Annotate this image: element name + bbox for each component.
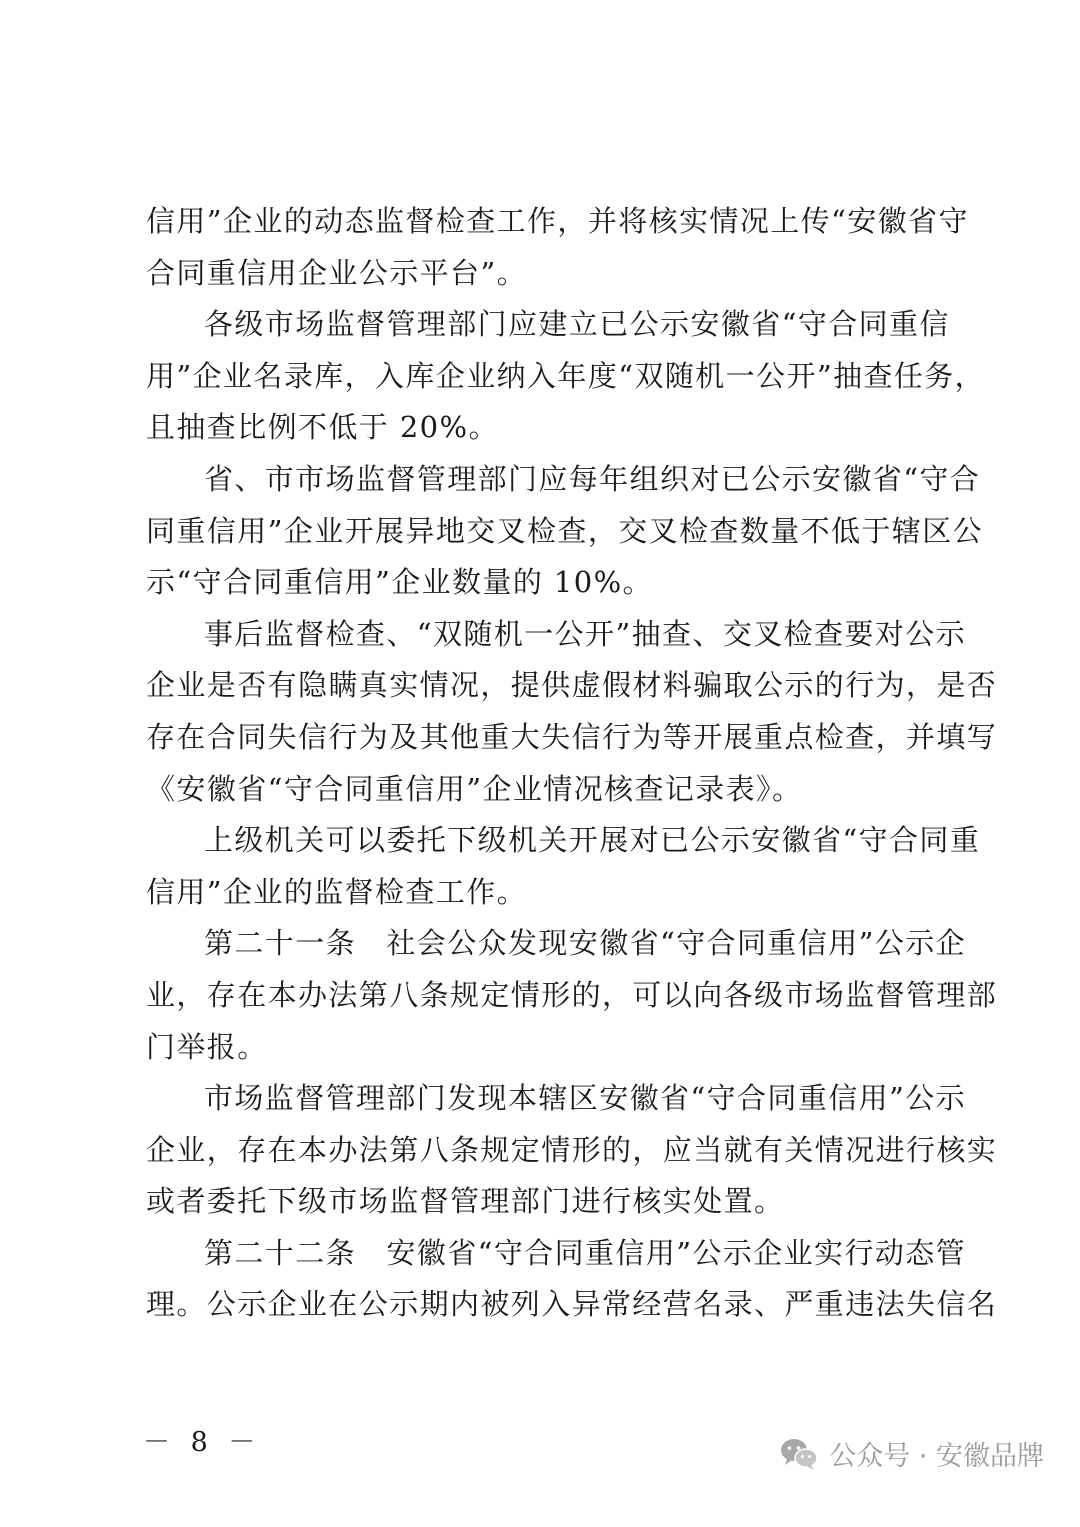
text-line: 事后监督检查、“双随机一公开”抽查、交叉检查要对公示: [204, 616, 967, 651]
page-number: － 8 －: [143, 1427, 262, 1458]
text-line: 企业是否有隐瞒真实情况，提供虚假材料骗取公示的行为，是否: [146, 668, 998, 703]
text-line: 第二十二条 安徽省“守合同重信用”公示企业实行动态管: [204, 1235, 967, 1270]
text-line: 同重信用”企业开展异地交叉检查，交叉检查数量不低于辖区公: [146, 513, 984, 548]
text-line: 企业，存在本办法第八条规定情形的，应当就有关情况进行核实: [146, 1132, 998, 1167]
text-line: 合同重信用企业公示平台”。: [146, 255, 528, 290]
text-line: 信用”企业的动态监督检查工作，并将核实情况上传“安徽省守: [146, 204, 969, 238]
text-line: 存在合同失信行为及其他重大失信行为等开展重点检查，并填写: [146, 719, 998, 754]
account-watermark: [779, 1434, 1044, 1473]
text-line: 《安徽省“守合同重信用”企业情况核查记录表》。: [146, 771, 803, 806]
text-line: 门举报。: [146, 1029, 268, 1064]
text-line: 理。公示企业在公示期内被列入异常经营名录、严重违法失信名: [146, 1287, 998, 1322]
text-line: 或者委托下级市场监督管理部门进行核实处置。: [146, 1184, 785, 1219]
text-line: 上级机关可以委托下级机关开展对已公示安徽省“守合同重: [204, 823, 981, 858]
watermark-text: 公众号 · 安徽品牌: [829, 1441, 1044, 1472]
text-line: 第二十一条 社会公众发现安徽省“守合同重信用”公示企: [204, 926, 967, 961]
text-line: 业，存在本办法第八条规定情形的，可以向各级市场监督管理部: [146, 977, 998, 1012]
text-line: 示“守合同重信用”企业数量的 10%。: [146, 565, 653, 600]
text-line: 且抽查比例不低于 20%。: [146, 410, 499, 445]
wechat-icon: [779, 1437, 819, 1471]
text-line: 省、市市场监督管理部门应每年组织对已公示安徽省“守合: [204, 461, 981, 496]
body-text: [146, 196, 998, 1331]
text-line: 信用”企业的监督检查工作。: [146, 874, 528, 909]
text-line: 用”企业名录库，入库企业纳入年度“双随机一公开”抽查任务，: [146, 358, 986, 393]
text-line: 各级市场监督管理部门应建立已公示安徽省“守合同重信: [204, 307, 950, 342]
text-line: 市场监督管理部门发现本辖区安徽省“守合同重信用”公示: [204, 1081, 967, 1116]
